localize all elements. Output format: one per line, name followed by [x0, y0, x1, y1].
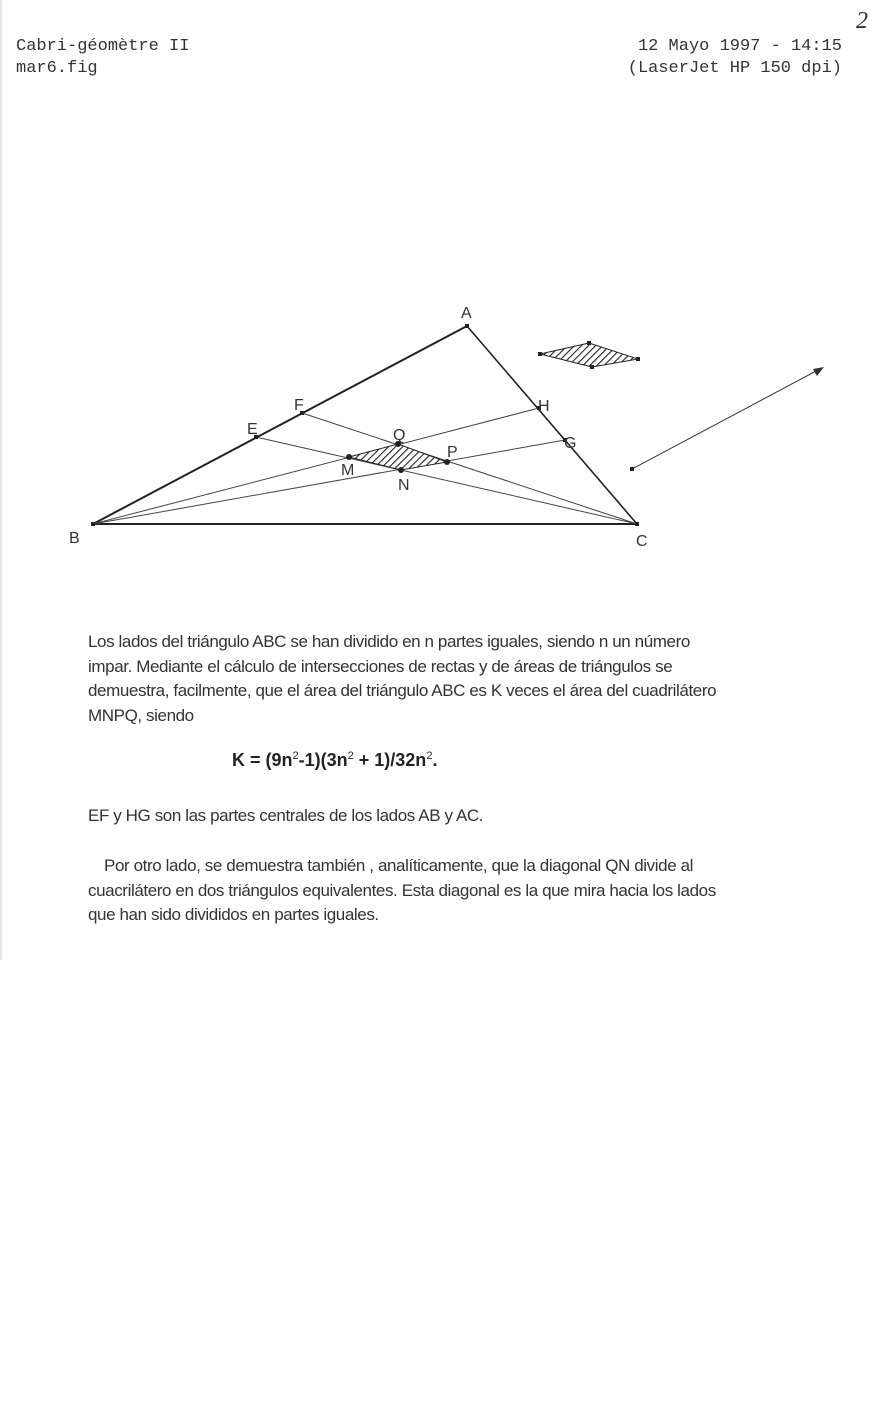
label-m: M [341, 462, 355, 479]
formula-exp-3: 2 [426, 750, 433, 762]
header-left [16, 36, 189, 80]
paragraph-diagonal: Por otro lado, se demuestra también , analíticamente, que la diagonal QN divide al cuacrilátero en dos triángulos equivalentes. Esta diagonal es la que mira hacia los lados que han sido divididos en partes iguales. [88, 856, 716, 924]
formula-mid-1: -1)(3n [298, 750, 348, 770]
side-ab [93, 326, 467, 524]
label-h: H [538, 398, 550, 415]
copy-vertex [538, 352, 542, 356]
copy-vertex [590, 365, 594, 369]
point-b [91, 522, 95, 526]
quadrilateral-copy [540, 343, 638, 367]
formula-mid-2: + 1)/32n [353, 750, 427, 770]
formula-lhs: K = (9n [232, 750, 293, 770]
label-g: G [564, 435, 577, 452]
point-a [465, 324, 469, 328]
formula-k [232, 750, 437, 771]
label-e: E [247, 421, 258, 438]
line-b-h [93, 408, 539, 524]
point-n [398, 467, 404, 473]
formula-exp-1: 2 [292, 750, 299, 762]
label-q: Q [393, 427, 406, 444]
point-c [635, 522, 639, 526]
label-f: F [294, 397, 304, 414]
formula-end: . [432, 750, 438, 770]
label-p: P [447, 444, 458, 461]
page-number: 2 [856, 8, 868, 34]
point-m [346, 454, 352, 460]
quadrilateral-mnpq [349, 444, 447, 470]
app-name: Cabri-géomètre II [16, 37, 190, 56]
geometry-figure [0, 290, 886, 570]
paragraph-central-parts: EF y HG son las partes centrales de los lados AB y AC. [88, 806, 484, 825]
printer-info: (LaserJet HP 150 dpi) [627, 59, 842, 78]
vector-origin [630, 467, 634, 471]
vector-arrowhead [813, 367, 824, 376]
copy-vertex [587, 341, 591, 345]
copy-vertex [636, 357, 640, 361]
label-n: N [398, 477, 410, 494]
formula-exp-2: 2 [347, 750, 354, 762]
header-right [618, 36, 842, 80]
vector-arrow-line [632, 370, 818, 469]
file-name: mar6.fig [16, 59, 98, 78]
label-b: B [69, 530, 80, 547]
label-c: C [636, 533, 648, 550]
date-time: 12 Mayo 1997 - 14:15 [637, 37, 842, 56]
label-a: A [461, 305, 472, 322]
figure-svg [0, 290, 886, 570]
line-b-g [93, 440, 565, 524]
paragraph-description: Los lados del triángulo ABC se han dividido en n partes iguales, siendo n un número impar. Mediante el cálculo de intersecciones de rectas y de áreas de triángulos se demuestra, facilmente, que el área del triángulo ABC es K veces el área del cuadrilátero MNPQ, siendo [88, 632, 717, 725]
